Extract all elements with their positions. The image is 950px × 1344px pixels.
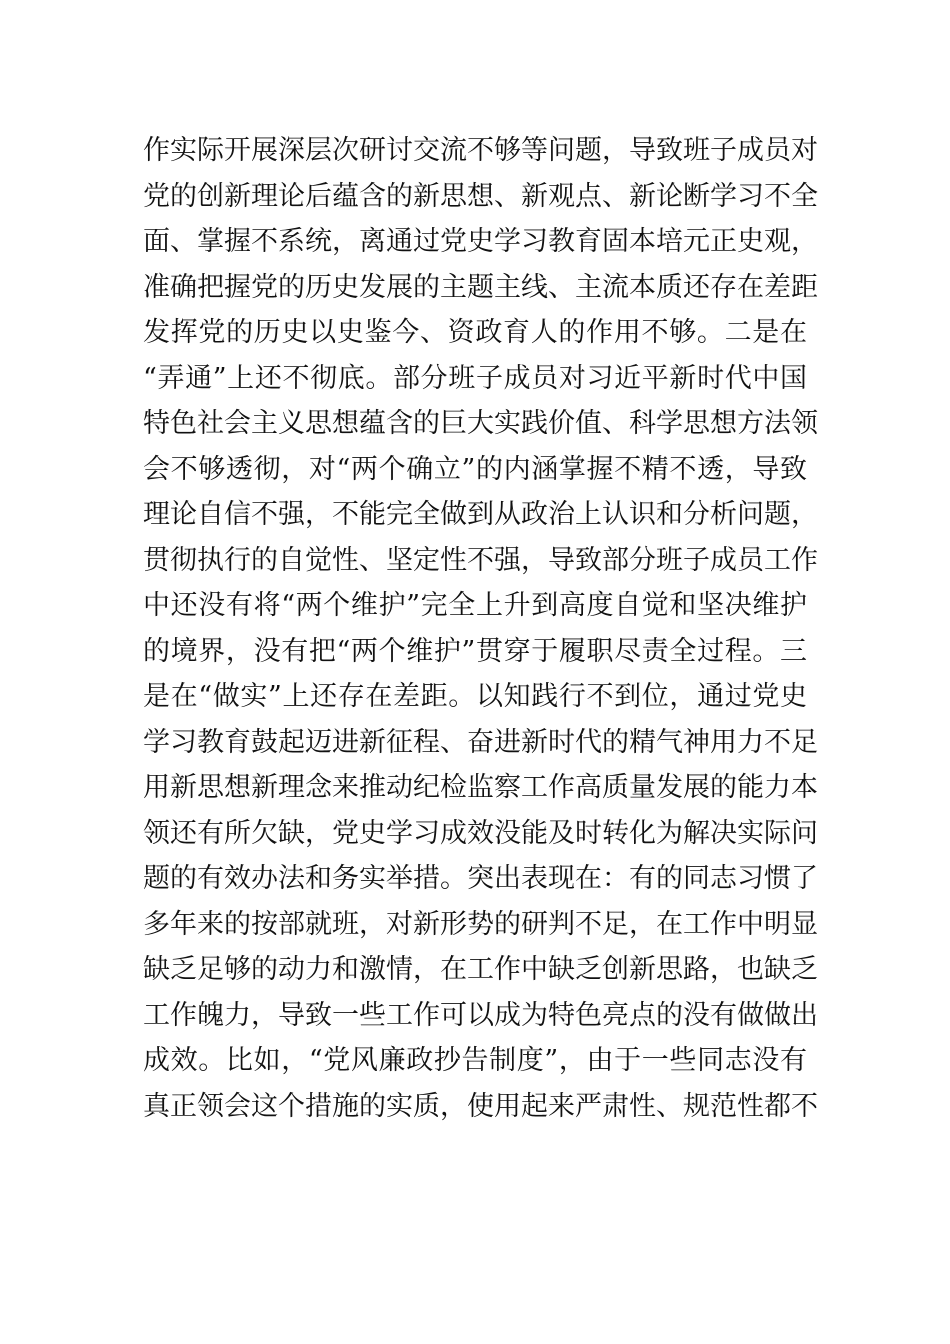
text-line: 是在“做实”上还存在差距。以知践行不到位，通过党史 xyxy=(143,681,807,712)
text-line: 贯彻执行的自觉性、坚定性不强，导致部分班子成员工作 xyxy=(143,544,818,576)
text-line: 作实际开展深层次研讨交流不够等问题，导致班子成员对 xyxy=(143,135,818,166)
text-line: 的境界，没有把“两个维护”贯穿于履职尽责全过程。三 xyxy=(143,635,807,667)
text-line: 缺乏足够的动力和激情，在工作中缺乏创新思路，也缺乏 xyxy=(143,954,818,985)
text-line: 发挥党的历史以史鉴今、资政育人的作用不够。二是在 xyxy=(143,317,807,348)
text-line: 工作魄力，导致一些工作可以成为特色亮点的没有做做出 xyxy=(143,999,818,1031)
text-line: 领还有所欠缺，党史学习成效没能及时转化为解决实际问 xyxy=(143,817,818,849)
text-line: 理论自信不强，不能完全做到从政治上认识和分析问题， xyxy=(143,499,818,530)
text-line: 党的创新理论后蕴含的新思想、新观点、新论断学习不全 xyxy=(143,180,818,212)
body-paragraph xyxy=(143,128,818,1129)
text-line: “弄通”上还不彻底。部分班子成员对习近平新时代中国 xyxy=(143,362,807,394)
text-line: 多年来的按部就班，对新形势的研判不足，在工作中明显 xyxy=(143,908,818,940)
text-line: 成效。比如，“党风廉政抄告制度”，由于一些同志没有 xyxy=(143,1045,807,1076)
text-line: 学习教育鼓起迈进新征程、奋进新时代的精气神用力不足 xyxy=(143,726,818,758)
text-line: 特色社会主义思想蕴含的巨大实践价值、科学思想方法领 xyxy=(143,408,818,439)
text-line: 中还没有将“两个维护”完全上升到高度自觉和坚决维护 xyxy=(143,590,807,621)
text-line: 用新思想新理念来推动纪检监察工作高质量发展的能力本 xyxy=(143,772,818,803)
text-line: 真正领会这个措施的实质，使用起来严肃性、规范性都不 xyxy=(143,1090,818,1122)
text-line: 题的有效办法和务实举措。突出表现在：有的同志习惯了 xyxy=(143,863,818,894)
text-line: 会不够透彻，对“两个确立”的内涵掌握不精不透，导致 xyxy=(143,453,807,485)
text-line: 面、掌握不系统，离通过党史学习教育固本培元正史观， xyxy=(143,226,818,257)
text-line: 准确把握党的历史发展的主题主线、主流本质还存在差距 xyxy=(143,271,818,303)
